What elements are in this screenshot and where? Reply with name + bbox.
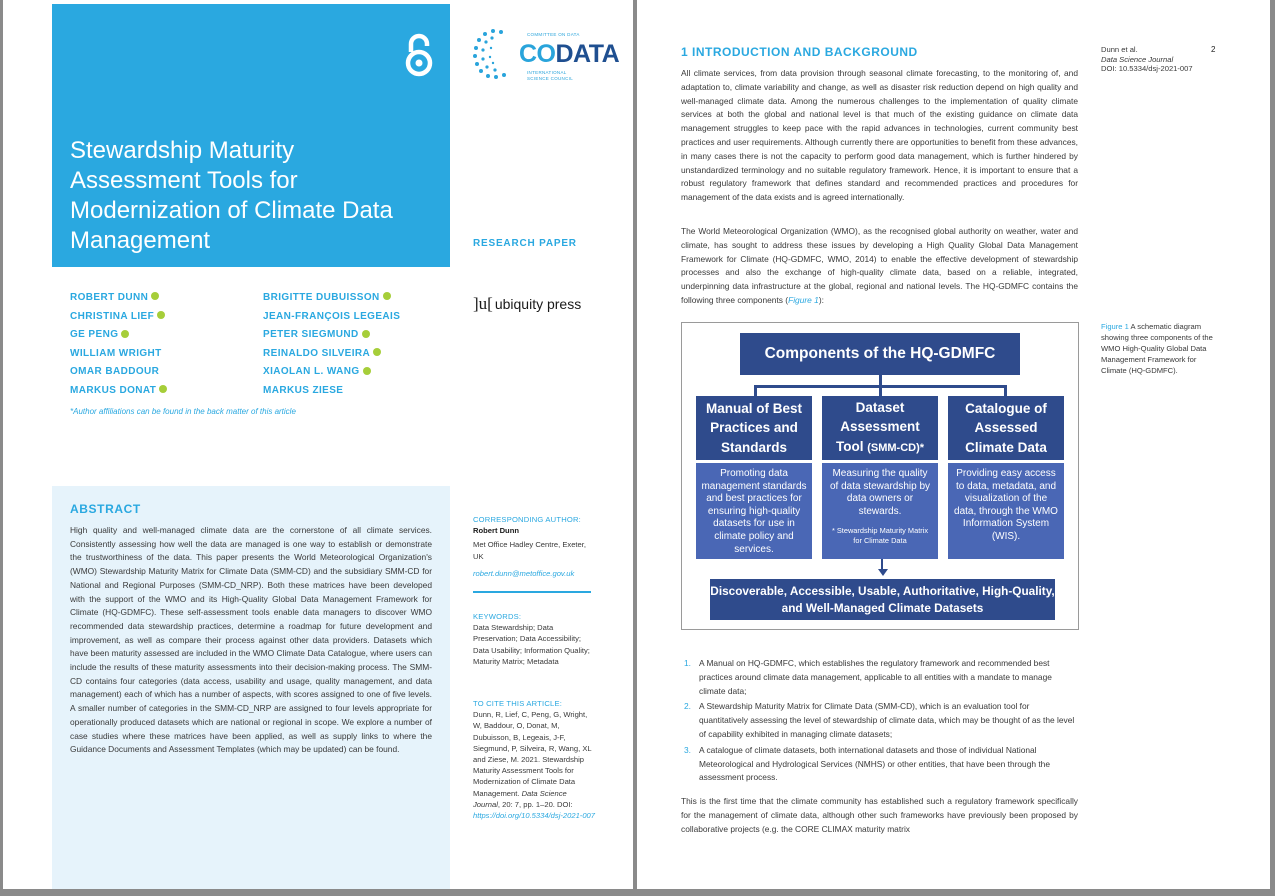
arrow-down-icon xyxy=(878,569,888,576)
figure-caption: Figure 1 A schematic diagram showing three components of the WMO High-Quality Global Data Management Framework for Climate (HQ-GDMFC). xyxy=(1101,322,1213,375)
orcid-icon[interactable] xyxy=(159,385,167,393)
orcid-icon[interactable] xyxy=(373,348,381,356)
orcid-icon[interactable] xyxy=(362,330,370,338)
list-item: 2. A Stewardship Maturity Matrix for Climate Data (SMM-CD), which is an evaluation tool for quantitatively assessing the level of stewardship of climate data, which may be thought of as the level of capability exhibited in managing climate datasets; xyxy=(684,701,1075,739)
author-name[interactable]: GE PENG xyxy=(70,329,129,340)
abstract-box xyxy=(52,486,450,889)
title-band xyxy=(52,4,450,267)
author-name[interactable]: MARKUS ZIESE xyxy=(263,385,344,396)
codata-council-text: SCIENCE COUNCIL xyxy=(527,76,574,81)
connector-line xyxy=(754,385,757,396)
connector-line xyxy=(879,385,882,396)
author-name[interactable]: PETER SIEGMUND xyxy=(263,329,370,340)
affiliation-note: *Author affiliations can be found in the back matter of this article xyxy=(70,407,296,416)
corresponding-author: CORRESPONDING AUTHOR: Robert Dunn Met Office Hadley Centre, Exeter, UK robert.dunn@metoffice.gov.uk xyxy=(473,514,595,579)
right-page xyxy=(637,0,1270,889)
codata-dots-icon xyxy=(471,28,521,80)
article-type-label: RESEARCH PAPER xyxy=(473,238,577,249)
figure-reference-link[interactable]: Figure 1 xyxy=(788,294,819,305)
component-head-manual: Manual of Best Practices and Standards xyxy=(696,396,812,460)
author-name[interactable]: CHRISTINA LIEF xyxy=(70,311,165,322)
author-name[interactable]: MARKUS DONAT xyxy=(70,385,167,396)
intro-paragraph-2: The World Meteorological Organization (WMO), as the recognised global authority on weather, water and climate, has sought to address these issues by developing a High Quality Global Data Management Framework for Climate (HQ-GDMFC, WMO, 2014) to enable the effective development of stewardship processes and also the exchange of high-quality climate data, based on a reliable, integrated, underpinning data infrastructure at the global, regional and national levels. The HQ-GDMFC contains the following three components (Figure 1): xyxy=(681,226,1078,305)
left-page xyxy=(3,0,633,889)
orcid-icon[interactable] xyxy=(157,311,165,319)
codata-logo xyxy=(471,26,620,84)
author-name[interactable]: ROBERT DUNN xyxy=(70,292,159,303)
intro-paragraph-3: This is the first time that the climate community has established such a regulatory framework specifically for the management of climate data, although other such frameworks have previously been proposed by collaborative projects (e.g. the CORE CLIMAX maturity matrix xyxy=(681,796,1078,834)
open-access-icon xyxy=(402,32,436,78)
author-name[interactable]: JEAN-FRANÇOIS LEGEAIS xyxy=(263,310,401,322)
connector-line xyxy=(1004,385,1007,396)
author-name[interactable]: REINALDO SILVEIRA xyxy=(263,348,381,359)
component-body-manual: Promoting data management standards and best practices for ensuring high-quality datasets for use in climate policy and services. xyxy=(696,463,812,559)
publisher-logo: ]u[ ubiquity press xyxy=(473,294,582,313)
author-name[interactable]: WILLIAM WRIGHT xyxy=(70,347,162,359)
author-name[interactable]: OMAR BADDOUR xyxy=(70,366,160,378)
codata-committee-text: COMMITTEE ON DATA xyxy=(527,32,580,37)
component-body-catalogue: Providing easy access to data, metadata, and visualization of the data, through the WMO Information System (WIS). xyxy=(948,463,1064,559)
orcid-icon[interactable] xyxy=(383,292,391,300)
keywords: KEYWORDS: Data Stewardship; Data Preservation; Data Accessibility; Data Usability; Information Quality; Maturity Matrix; Metadata xyxy=(473,612,590,666)
list-item: 3. A catalogue of climate datasets, both international datasets and those of individual National Meteorological and Hydrological Services (NMHS) or other entities, that have been through the assessment process. xyxy=(684,744,1051,783)
codata-wordmark: CODATA xyxy=(519,40,620,68)
component-body-assessment-tool: Measuring the quality of data stewardship by data owners or stewards. * Stewardship Maturity Matrix for Climate Data xyxy=(822,463,938,559)
component-head-catalogue: Catalogue of Assessed Climate Data xyxy=(948,396,1064,460)
orcid-icon[interactable] xyxy=(363,367,371,375)
running-head: Dunn et al. Data Science Journal DOI: 10.5334/dsj-2021-007 xyxy=(1101,45,1193,73)
page-number: 2 xyxy=(1211,45,1216,54)
citation: TO CITE THIS ARTICLE: Dunn, R, Lief, C, Peng, G, Wright, W, Baddour, O, Donat, M, Dubuisson, B, Legeais, J-F, Siegmund, P, Silveira, R, Wang, XL and Ziese, M. 2021. Stewardship Maturity Assessment Tools for Modernization of Climate Data Management. Data Science Journal, 20: 7, pp. 1–20. DOI: https://doi.org/10.5334/dsj-2021-007 xyxy=(473,699,596,821)
figure-outcome-box: Discoverable, Accessible, Usable, Authoritative, High-Quality, and Well-Managed Climate Datasets xyxy=(710,579,1055,620)
list-item: 1. A Manual on HQ-GDMFC, which establishes the regulatory framework and recommended best practices around climate data management, applicable to all entities with a mandate to manage climate data; xyxy=(684,658,1052,696)
doi-link[interactable]: https://doi.org/10.5334/dsj-2021-007 xyxy=(473,811,596,821)
author-email-link[interactable]: robert.dunn@metoffice.gov.uk xyxy=(473,568,575,578)
orcid-icon[interactable] xyxy=(121,330,129,338)
components-list xyxy=(681,657,1078,787)
abstract-text: High quality and well-managed climate data are the cornerstone of all climate services. Consistently assessing how well the data are managed is one way to establish or demonstrate the trustworthiness of the data. This paper presents the World Meteorological Organization's (WMO) Stewardship Maturity Matrix for Climate Data (SMM-CD) and the subsidiary SMM-CD for National and Regional Purposes (SMM-CD_NRP). Both these matrices have been developed with the support of the WMO and its High-Quality Global Data Management Framework for Climate (HQ-GDMFC). These self-assessment tools enable data managers to discover WMO recommended data stewardship practices, determine a roadmap for future development and improvement, as well as compare their process against other data providers. Datasets which have been maturity assessed are included in the WMO Climate Data Catalogue, where users can include the results of these maturity assessments into their decision-making process. The SMM-CD contains four categories (data access, usability and usage, quality management, and data management) each of which has a number of aspects, with scores assigned to one of five levels. A smaller number of categories in the SMM-CD_NRP are assigned to four levels appropriate for operationally produced datasets which are national or regional in scope. We explore a number of case studies where these matrices have been applied, as well as supply links to where the Guidance Documents and Assessment Templates (which may be updated) can be found. xyxy=(70,525,432,755)
section-heading: 1 INTRODUCTION AND BACKGROUND xyxy=(681,45,918,59)
figure-1 xyxy=(681,322,1079,630)
divider xyxy=(473,591,591,593)
article-title: Stewardship Maturity Assessment Tools for Modernization of Climate Data Management xyxy=(70,137,393,254)
figure-title: Components of the HQ-GDMFC xyxy=(740,333,1020,375)
author-name[interactable]: XIAOLAN L. WANG xyxy=(263,366,371,377)
abstract-heading: ABSTRACT xyxy=(70,502,141,516)
codata-intl-text: INTERNATIONAL xyxy=(527,70,567,75)
intro-paragraph-1: All climate services, from data provision through seasonal climate forecasting, to the monitoring of, and adaptation to, climate variability and change, as well as disaster risk reduction depend on high quality and well-managed climate data. Among the numerous challenges to the implementation of quality climate services at both the global and national level is that much of the existing guidance on climate data management struggles to keep pace with the rapid advances in technologies, current community best practices and user requirements. Although currently there are opportunities to benefit from these advances, in many cases there is not the capacity to perform good data management, which is further hindered by unstandardized terminology and no suitable regulatory framework. Hence, it is important to ensure that a robust regulatory framework that defines standard and recommended practices and procedures for management of the data exists and is agreed internationally. xyxy=(681,68,1078,203)
author-name[interactable]: BRIGITTE DUBUISSON xyxy=(263,292,391,303)
orcid-icon[interactable] xyxy=(151,292,159,300)
component-head-assessment-tool: Dataset Assessment Tool (SMM-CD)* xyxy=(822,396,938,460)
